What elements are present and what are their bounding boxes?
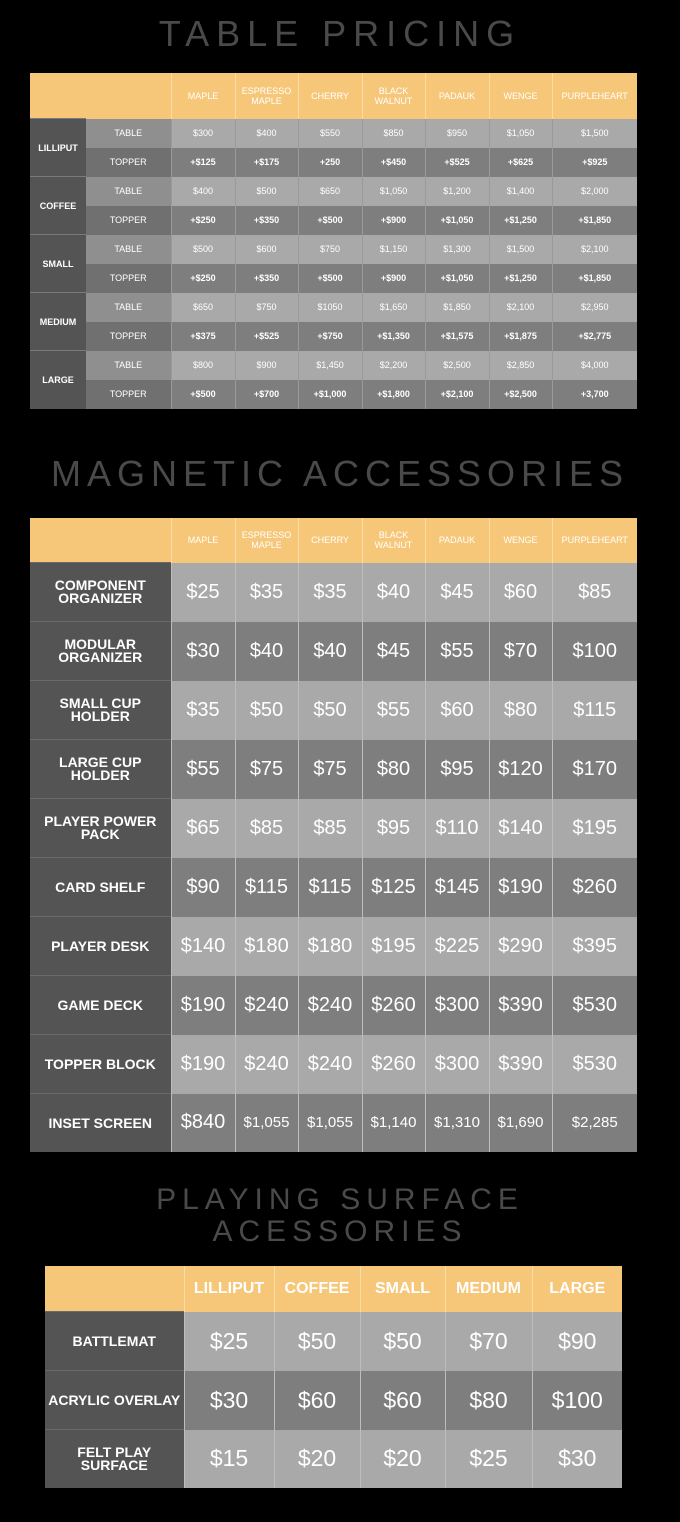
row-type-label: TOPPER [86, 148, 171, 177]
table-price-row [30, 119, 637, 148]
price-cell: $1,650 [362, 293, 425, 322]
topper-price-row [30, 264, 637, 293]
price-cell: $850 [362, 119, 425, 148]
price-cell: $225 [425, 917, 489, 976]
accessory-row [30, 563, 637, 622]
table-pricing-title: TABLE PRICING [158, 13, 522, 54]
pricing-header-row [30, 73, 637, 119]
price-cell: $1,140 [362, 1094, 425, 1153]
price-cell: $300 [425, 1035, 489, 1094]
size-label: MEDIUM [30, 293, 86, 351]
price-cell: $140 [489, 799, 552, 858]
price-cell: $75 [235, 740, 298, 799]
price-cell: +$350 [235, 206, 298, 235]
price-cell: $1,055 [298, 1094, 362, 1153]
price-cell: $25 [184, 1312, 274, 1371]
column-header: PADAUK [425, 73, 489, 119]
column-header: BLACK WALNUT [362, 518, 425, 563]
price-cell: +$500 [171, 380, 235, 409]
header-blank [30, 518, 171, 563]
surface-name: BATTLEMAT [45, 1312, 184, 1371]
price-cell: $800 [171, 351, 235, 380]
price-cell: $140 [171, 917, 235, 976]
price-cell: $80 [489, 681, 552, 740]
price-cell: $1,055 [235, 1094, 298, 1153]
price-cell: +$1,875 [489, 322, 552, 351]
column-header: PURPLEHEART [552, 73, 637, 119]
price-cell: $50 [235, 681, 298, 740]
accessory-row [30, 1035, 637, 1094]
price-cell: +$350 [235, 264, 298, 293]
price-cell: $30 [171, 622, 235, 681]
price-cell: $125 [362, 858, 425, 917]
surface-header-row [45, 1266, 622, 1312]
accessory-row [30, 799, 637, 858]
row-type-label: TOPPER [86, 322, 171, 351]
price-cell: $1,050 [362, 177, 425, 206]
row-type-label: TABLE [86, 235, 171, 264]
price-cell: +$1,800 [362, 380, 425, 409]
price-cell: $260 [362, 1035, 425, 1094]
price-cell: $900 [235, 351, 298, 380]
price-cell: +$125 [171, 148, 235, 177]
price-cell: $180 [235, 917, 298, 976]
price-cell: $260 [362, 976, 425, 1035]
price-cell: $400 [171, 177, 235, 206]
price-cell: $500 [171, 235, 235, 264]
price-cell: +250 [298, 148, 362, 177]
price-cell: $650 [298, 177, 362, 206]
price-cell: $55 [425, 622, 489, 681]
accessory-name: CARD SHELF [30, 858, 171, 917]
column-header: WENGE [489, 73, 552, 119]
price-cell: $40 [235, 622, 298, 681]
price-cell: $70 [445, 1312, 532, 1371]
price-cell: $35 [298, 563, 362, 622]
row-type-label: TABLE [86, 119, 171, 148]
price-cell: $65 [171, 799, 235, 858]
price-cell: $1,450 [298, 351, 362, 380]
row-type-label: TABLE [86, 177, 171, 206]
column-header: PURPLEHEART [552, 518, 637, 563]
column-header: PADAUK [425, 518, 489, 563]
price-cell: +$250 [171, 206, 235, 235]
price-cell: $170 [552, 740, 637, 799]
price-cell: +$525 [235, 322, 298, 351]
topper-price-row [30, 148, 637, 177]
price-cell: $120 [489, 740, 552, 799]
playing-surface-title-line2: ACESSORIES [212, 1215, 468, 1248]
price-cell: +$1,050 [425, 206, 489, 235]
price-cell: $110 [425, 799, 489, 858]
price-cell: $95 [362, 799, 425, 858]
price-cell: $1050 [298, 293, 362, 322]
price-cell: $100 [532, 1371, 622, 1430]
price-cell: $1,050 [489, 119, 552, 148]
price-cell: $2,000 [552, 177, 637, 206]
accessory-name: INSET SCREEN [30, 1094, 171, 1153]
column-header: CHERRY [298, 518, 362, 563]
size-label: SMALL [30, 235, 86, 293]
price-cell: $35 [235, 563, 298, 622]
price-cell: $40 [362, 563, 425, 622]
size-label: COFFEE [30, 177, 86, 235]
price-cell: $15 [184, 1430, 274, 1489]
price-cell: $390 [489, 1035, 552, 1094]
price-cell: +$450 [362, 148, 425, 177]
accessory-name: PLAYER POWER PACK [30, 799, 171, 858]
price-cell: $90 [171, 858, 235, 917]
accessory-row [30, 622, 637, 681]
table-price-row [30, 177, 637, 206]
price-cell: $190 [489, 858, 552, 917]
price-cell: $80 [445, 1371, 532, 1430]
price-cell: $25 [445, 1430, 532, 1489]
accessory-row [30, 917, 637, 976]
price-cell: +$750 [298, 322, 362, 351]
table-price-row [30, 293, 637, 322]
price-cell: +$1,350 [362, 322, 425, 351]
price-cell: $1,200 [425, 177, 489, 206]
row-type-label: TABLE [86, 351, 171, 380]
price-cell: +$625 [489, 148, 552, 177]
price-cell: +$500 [298, 264, 362, 293]
price-cell: $240 [298, 976, 362, 1035]
price-cell: $260 [552, 858, 637, 917]
price-cell: $115 [298, 858, 362, 917]
price-cell: $300 [171, 119, 235, 148]
price-cell: $85 [235, 799, 298, 858]
price-cell: $40 [298, 622, 362, 681]
column-header: LILLIPUT [184, 1266, 274, 1312]
price-cell: $25 [171, 563, 235, 622]
price-cell: $55 [362, 681, 425, 740]
accessory-row [30, 740, 637, 799]
price-cell: $70 [489, 622, 552, 681]
topper-price-row [30, 206, 637, 235]
price-cell: +$700 [235, 380, 298, 409]
accessory-row [30, 976, 637, 1035]
price-cell: $1,690 [489, 1094, 552, 1153]
price-cell: $500 [235, 177, 298, 206]
surface-row [45, 1430, 622, 1489]
price-cell: $1,500 [552, 119, 637, 148]
row-type-label: TOPPER [86, 264, 171, 293]
surface-row [45, 1371, 622, 1430]
price-cell: $650 [171, 293, 235, 322]
price-cell: $85 [298, 799, 362, 858]
price-cell: $75 [298, 740, 362, 799]
price-cell: $750 [298, 235, 362, 264]
accessory-name: COMPONENT ORGANIZER [30, 563, 171, 622]
price-cell: +$2,775 [552, 322, 637, 351]
magnetic-header-row [30, 518, 637, 563]
price-cell: $90 [532, 1312, 622, 1371]
price-cell: +$175 [235, 148, 298, 177]
price-cell: $95 [425, 740, 489, 799]
price-cell: $300 [425, 976, 489, 1035]
price-cell: $1,150 [362, 235, 425, 264]
accessory-row [30, 681, 637, 740]
table-price-row [30, 351, 637, 380]
accessory-row [30, 1094, 637, 1153]
surface-name: ACRYLIC OVERLAY [45, 1371, 184, 1430]
price-cell: $2,100 [489, 293, 552, 322]
price-cell: $2,950 [552, 293, 637, 322]
price-cell: $840 [171, 1094, 235, 1153]
column-header: MEDIUM [445, 1266, 532, 1312]
price-cell: $45 [362, 622, 425, 681]
playing-surface-table [45, 1266, 622, 1488]
price-cell: $290 [489, 917, 552, 976]
price-cell: $35 [171, 681, 235, 740]
price-cell: $145 [425, 858, 489, 917]
price-cell: $1,500 [489, 235, 552, 264]
column-header: ESPRESSO MAPLE [235, 73, 298, 119]
column-header: LARGE [532, 1266, 622, 1312]
price-cell: +3,700 [552, 380, 637, 409]
price-cell: $1,300 [425, 235, 489, 264]
price-cell: $20 [274, 1430, 360, 1489]
price-cell: $2,850 [489, 351, 552, 380]
column-header: MAPLE [171, 73, 235, 119]
accessory-name: TOPPER BLOCK [30, 1035, 171, 1094]
price-cell: $195 [552, 799, 637, 858]
column-header: COFFEE [274, 1266, 360, 1312]
accessory-name: MODULAR ORGANIZER [30, 622, 171, 681]
playing-surface-title [0, 1184, 680, 1248]
price-cell: $2,100 [552, 235, 637, 264]
price-cell: $30 [184, 1371, 274, 1430]
price-cell: $50 [298, 681, 362, 740]
column-header: CHERRY [298, 73, 362, 119]
price-cell: $50 [274, 1312, 360, 1371]
price-cell: $390 [489, 976, 552, 1035]
price-cell: $190 [171, 976, 235, 1035]
price-cell: $115 [552, 681, 637, 740]
topper-price-row [30, 380, 637, 409]
price-cell: $1,310 [425, 1094, 489, 1153]
price-cell: $60 [360, 1371, 445, 1430]
header-blank [45, 1266, 184, 1312]
price-cell: $2,500 [425, 351, 489, 380]
price-cell: +$250 [171, 264, 235, 293]
price-cell: +$2,100 [425, 380, 489, 409]
price-cell: $530 [552, 1035, 637, 1094]
price-cell: $1,850 [425, 293, 489, 322]
price-cell: +$1,575 [425, 322, 489, 351]
surface-row [45, 1312, 622, 1371]
price-cell: $240 [298, 1035, 362, 1094]
price-cell: $1,400 [489, 177, 552, 206]
price-cell: $240 [235, 1035, 298, 1094]
price-cell: +$525 [425, 148, 489, 177]
price-cell: $180 [298, 917, 362, 976]
magnetic-accessories-table [30, 518, 637, 1152]
playing-surface-title-line1: PLAYING SURFACE [156, 1183, 524, 1216]
price-cell: +$500 [298, 206, 362, 235]
column-header: ESPRESSO MAPLE [235, 518, 298, 563]
price-cell: $80 [362, 740, 425, 799]
column-header: MAPLE [171, 518, 235, 563]
accessory-row [30, 858, 637, 917]
price-cell: +$1,850 [552, 206, 637, 235]
price-cell: +$1,250 [489, 264, 552, 293]
size-label: LARGE [30, 351, 86, 409]
accessory-name: LARGE CUP HOLDER [30, 740, 171, 799]
price-cell: $2,285 [552, 1094, 637, 1153]
price-cell: +$900 [362, 264, 425, 293]
price-cell: +$2,500 [489, 380, 552, 409]
row-type-label: TOPPER [86, 206, 171, 235]
size-label: LILLIPUT [30, 119, 86, 177]
price-cell: $45 [425, 563, 489, 622]
topper-price-row [30, 322, 637, 351]
price-cell: $85 [552, 563, 637, 622]
row-type-label: TOPPER [86, 380, 171, 409]
price-cell: $2,200 [362, 351, 425, 380]
price-cell: +$1,850 [552, 264, 637, 293]
price-cell: +$375 [171, 322, 235, 351]
price-cell: $30 [532, 1430, 622, 1489]
price-cell: $195 [362, 917, 425, 976]
table-pricing-table [30, 73, 637, 409]
price-cell: $190 [171, 1035, 235, 1094]
price-cell: $530 [552, 976, 637, 1035]
price-cell: +$925 [552, 148, 637, 177]
surface-name: FELT PLAY SURFACE [45, 1430, 184, 1489]
row-type-label: TABLE [86, 293, 171, 322]
price-cell: +$1,000 [298, 380, 362, 409]
price-cell: $115 [235, 858, 298, 917]
price-cell: +$900 [362, 206, 425, 235]
price-cell: $550 [298, 119, 362, 148]
price-cell: +$1,050 [425, 264, 489, 293]
price-cell: $4,000 [552, 351, 637, 380]
price-cell: $240 [235, 976, 298, 1035]
accessory-name: SMALL CUP HOLDER [30, 681, 171, 740]
price-cell: $600 [235, 235, 298, 264]
price-cell: $55 [171, 740, 235, 799]
price-cell: $750 [235, 293, 298, 322]
price-cell: $60 [274, 1371, 360, 1430]
price-cell: $60 [425, 681, 489, 740]
magnetic-accessories-title: MAGNETIC ACCESSORIES [50, 453, 630, 494]
price-cell: +$1,250 [489, 206, 552, 235]
column-header: BLACK WALNUT [362, 73, 425, 119]
price-cell: $60 [489, 563, 552, 622]
price-cell: $50 [360, 1312, 445, 1371]
table-price-row [30, 235, 637, 264]
accessory-name: GAME DECK [30, 976, 171, 1035]
accessory-name: PLAYER DESK [30, 917, 171, 976]
price-cell: $950 [425, 119, 489, 148]
header-blank [30, 73, 171, 119]
price-cell: $100 [552, 622, 637, 681]
price-cell: $20 [360, 1430, 445, 1489]
price-cell: $400 [235, 119, 298, 148]
column-header: SMALL [360, 1266, 445, 1312]
price-cell: $395 [552, 917, 637, 976]
column-header: WENGE [489, 518, 552, 563]
